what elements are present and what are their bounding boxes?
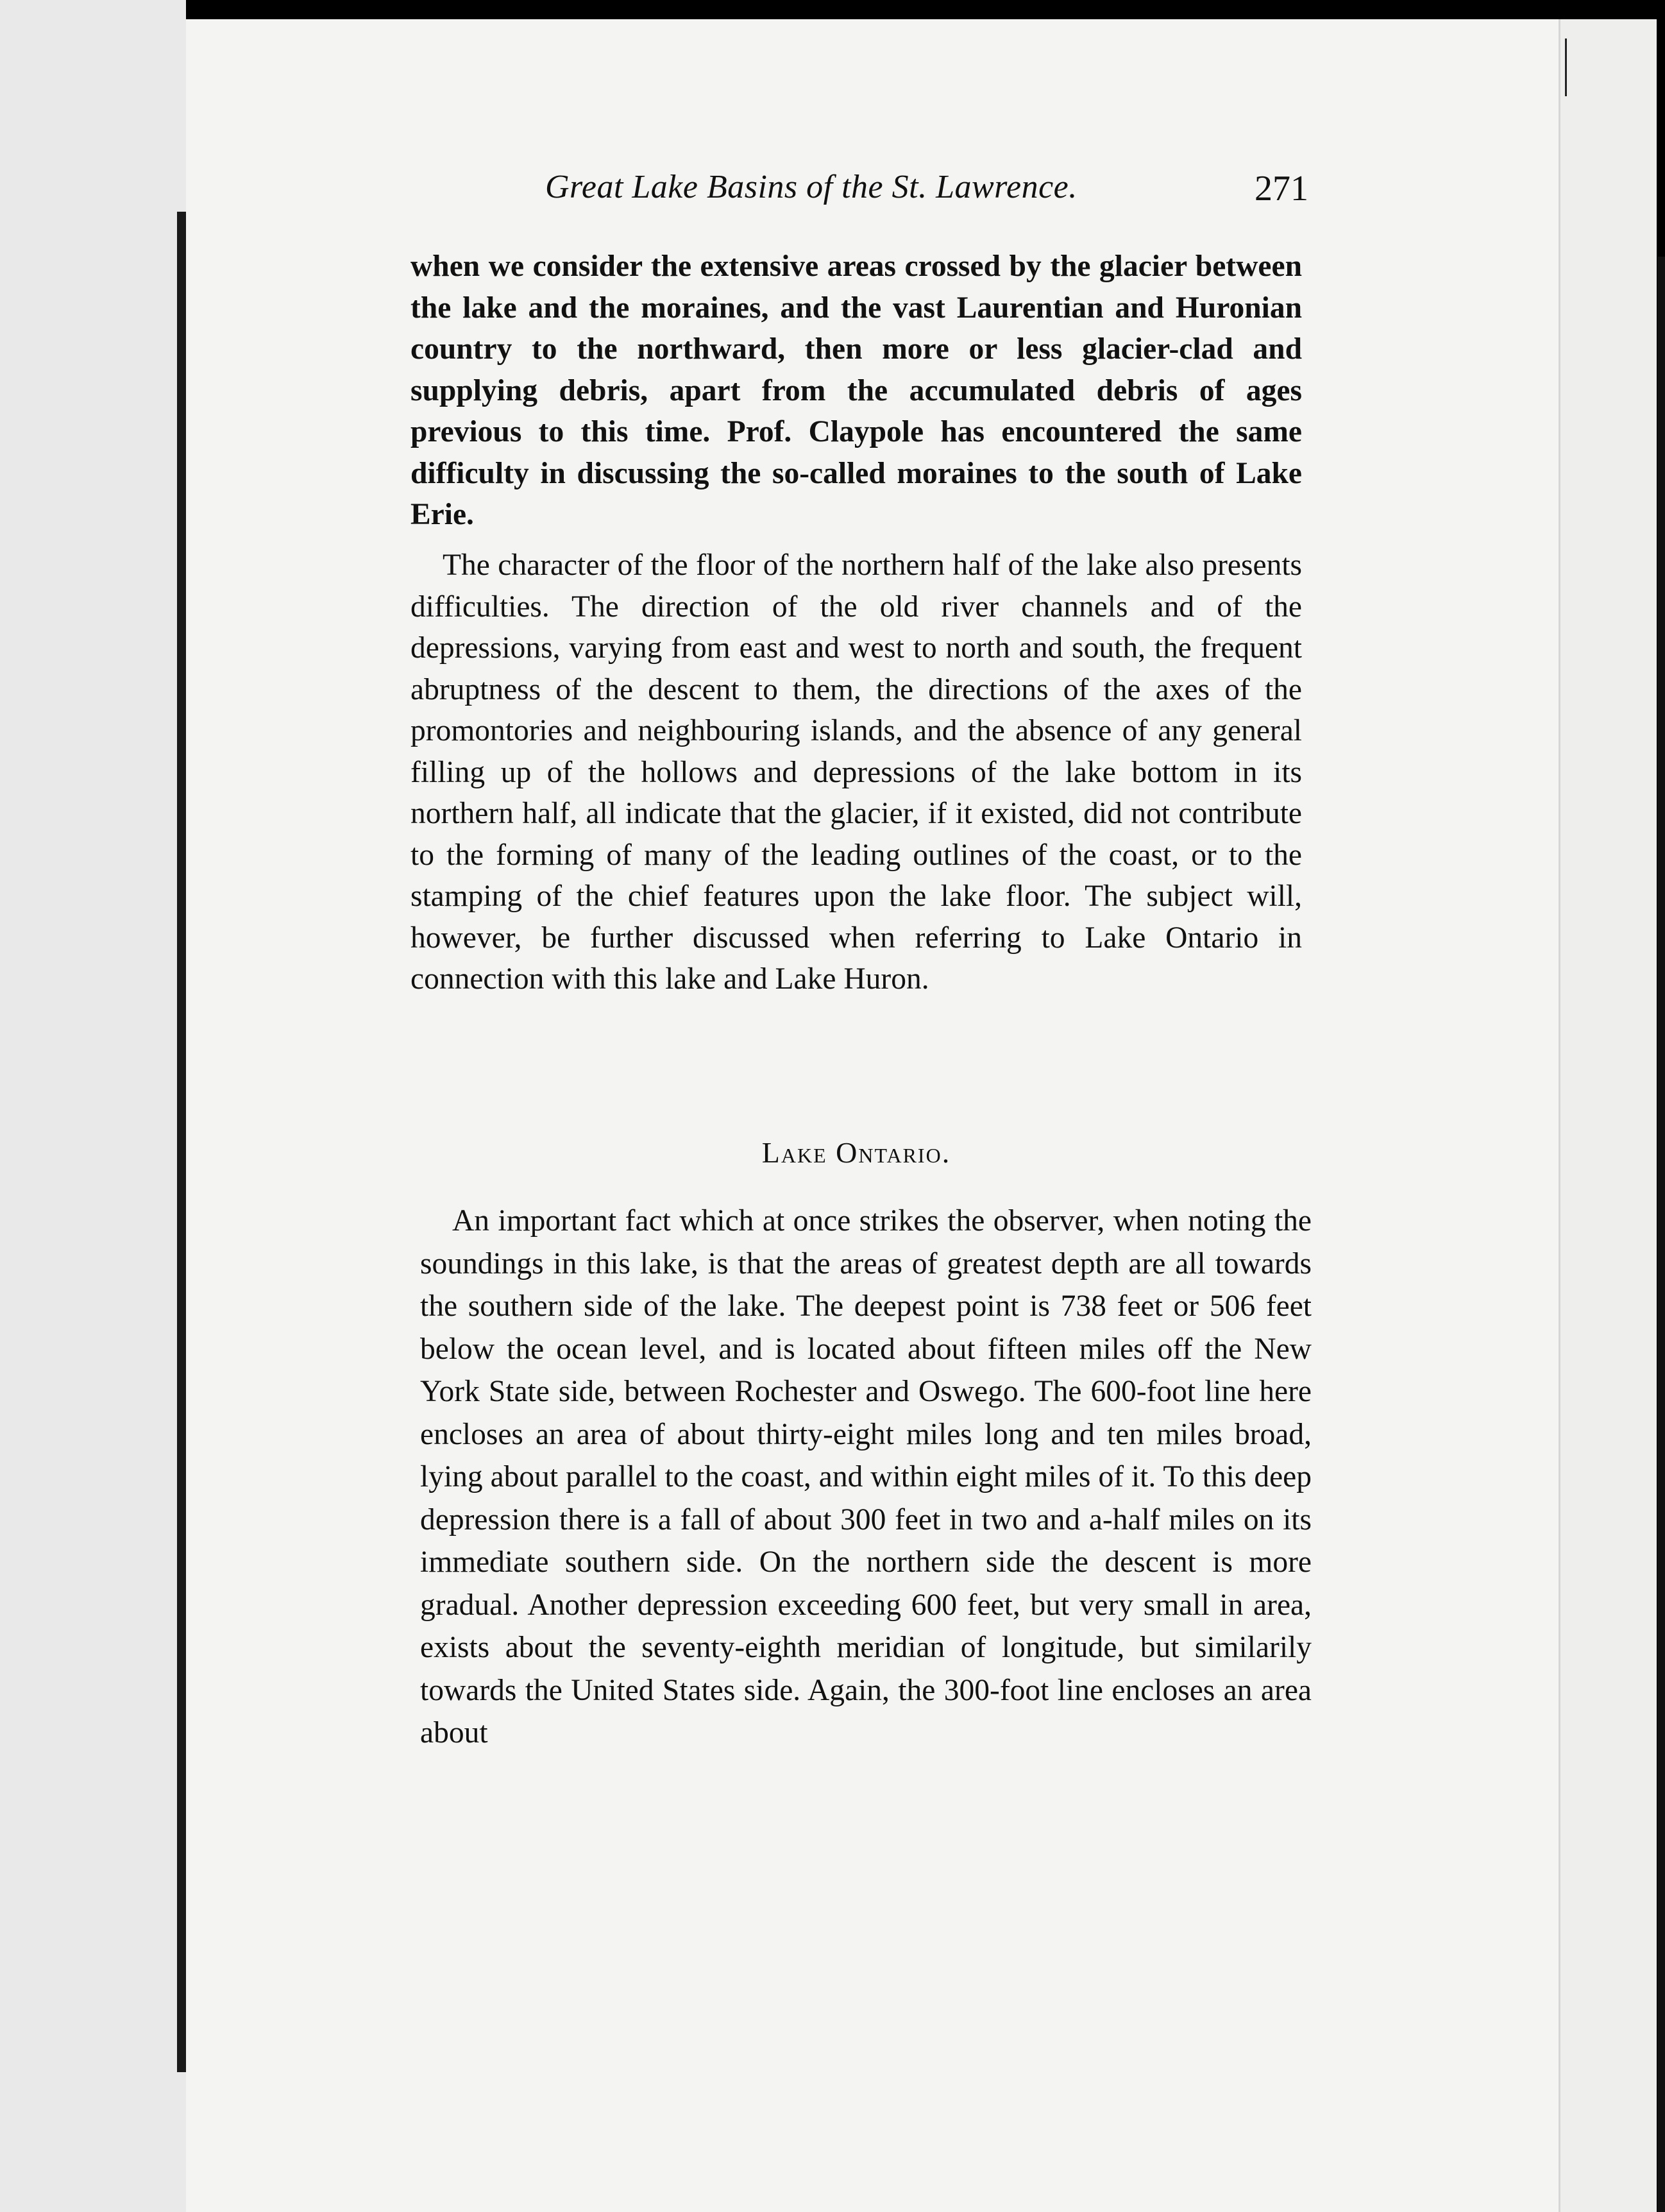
scan-border (1657, 257, 1665, 2212)
facing-page-edge (0, 0, 186, 2212)
book-gutter (177, 212, 186, 2072)
page-fore-edge (1559, 19, 1657, 2212)
page-number: 271 (1255, 169, 1308, 208)
paragraph-continued: when we consider the extensive areas crossed by the glacier between the lake and the moraines, and the vast Laurentian and Huronian country to the northward, then more or less glacier-clad and supplying debris, apart from the accumulated debris of ages previous to this time. Prof. Claypole has encountered the same difficulty in discussing the so-called moraines to the south of Lake Erie. (410, 250, 1302, 531)
running-head (545, 168, 1308, 219)
running-title: Great Lake Basins of the St. Lawrence. (545, 169, 1078, 205)
section-heading: Lake Ontario. (761, 1136, 951, 1169)
paragraph-lake-ontario: An important fact which at once strikes the observer, when noting the soundings in this lake, is that the areas of greatest depth are all towards the southern side of the lake. The deepest point is 738 feet or 506 feet below the ocean level, and is located about fifteen miles off the New York State side, between Rochester and Oswego. The 600-foot line here encloses an area of about thirty-eight miles long and ten miles broad, lying about parallel to the coast, and within eight miles of it. To this deep depression there is a fall of about 300 feet in two and a-half miles on its immediate southern side. On the northern side the descent is more gradual. Another depression exceeding 600 feet, but very small in area, exists about the seventy-eighth meridian of longitude, but similarily towards the United States side. Again, the 300-foot line encloses an area about (420, 1204, 1312, 1749)
paragraph-floor-character: The character of the floor of the northern half of the lake also presents difficulties. The direction of the old river channels and of the depressions, varying from east and west to north and south, the frequent abruptness of the descent to them, the directions of the axes of the promontories and neighbouring islands, and the absence of any general filling up of the hollows and depressions of the lake bottom in its northern half, all indicate that the glacier, if it existed, did not contribute to the forming of many of the leading outlines of the coast, or to the stamping of the chief features upon the lake floor. The subject will, however, be further discussed when referring to Lake Ontario in connection with this lake and Lake Huron. (410, 549, 1302, 996)
page-edge-mark (1565, 38, 1567, 96)
